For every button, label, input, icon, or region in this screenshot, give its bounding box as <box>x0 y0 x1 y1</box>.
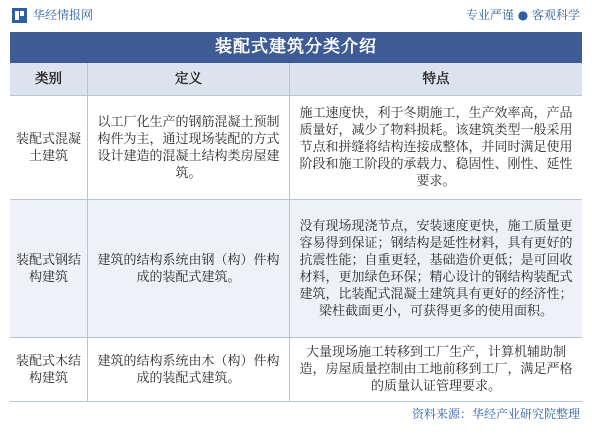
category-cell: 装配式混凝土建筑 <box>10 96 88 199</box>
category-cell: 装配式木结构建筑 <box>10 338 88 401</box>
table-row <box>10 338 582 402</box>
table-row <box>10 200 582 338</box>
definition-cell: 建筑的结构系统由钢（构）件构成的装配式建筑。 <box>88 200 290 337</box>
table-header-row <box>10 63 582 96</box>
column-header-category: 类别 <box>10 63 88 95</box>
table-row <box>10 96 582 200</box>
column-header-definition: 定义 <box>88 63 290 95</box>
definition-cell: 建筑的结构系统由木（构）件构成的装配式建筑。 <box>88 338 290 401</box>
top-bar <box>0 0 592 30</box>
column-header-features: 特点 <box>422 70 450 87</box>
features-cell: 大量现场施工转移到工厂生产，计算机辅助制造，房屋质量控制由工地前移到工厂，满足严格的质量认证管理要求。 <box>299 345 573 394</box>
table-title: 装配式建筑分类介绍 <box>10 32 582 63</box>
features-cell: 施工速度快，利于冬期施工，生产效率高，产品质量好，减少了物料损耗。该建筑类型一般采用节点和拼缝将结构连接成整体，并同时满足使用阶段和施工阶段的承载力、稳固性、刚性、延性要求。 <box>299 106 573 189</box>
site-name: 华经情报网 <box>33 8 94 22</box>
huajing-logo-icon <box>12 8 27 23</box>
category-cell: 装配式钢结构建筑 <box>10 200 88 337</box>
source-note: 资料来源：华经产业研究院整理 <box>411 407 580 421</box>
definition-cell: 以工厂化生产的钢筋混凝土预制构件为主，通过现场装配的方式设计建造的混凝土结构类房屋建筑。 <box>88 96 290 199</box>
features-cell: 没有现场现浇节点，安装速度更快，施工质量更容易得到保证；钢结构是延性材料，具有更好的抗震性能；自重更轻，基础造价更低；是可回收材料，更加绿色环保；精心设计的钢结构装配式建筑，比装配式混凝土建筑具有更好的经济性；梁柱截面更小，可获得更多的使用面积。 <box>299 218 573 319</box>
slogan: 专业严谨 ● 客观科学 <box>465 8 580 22</box>
